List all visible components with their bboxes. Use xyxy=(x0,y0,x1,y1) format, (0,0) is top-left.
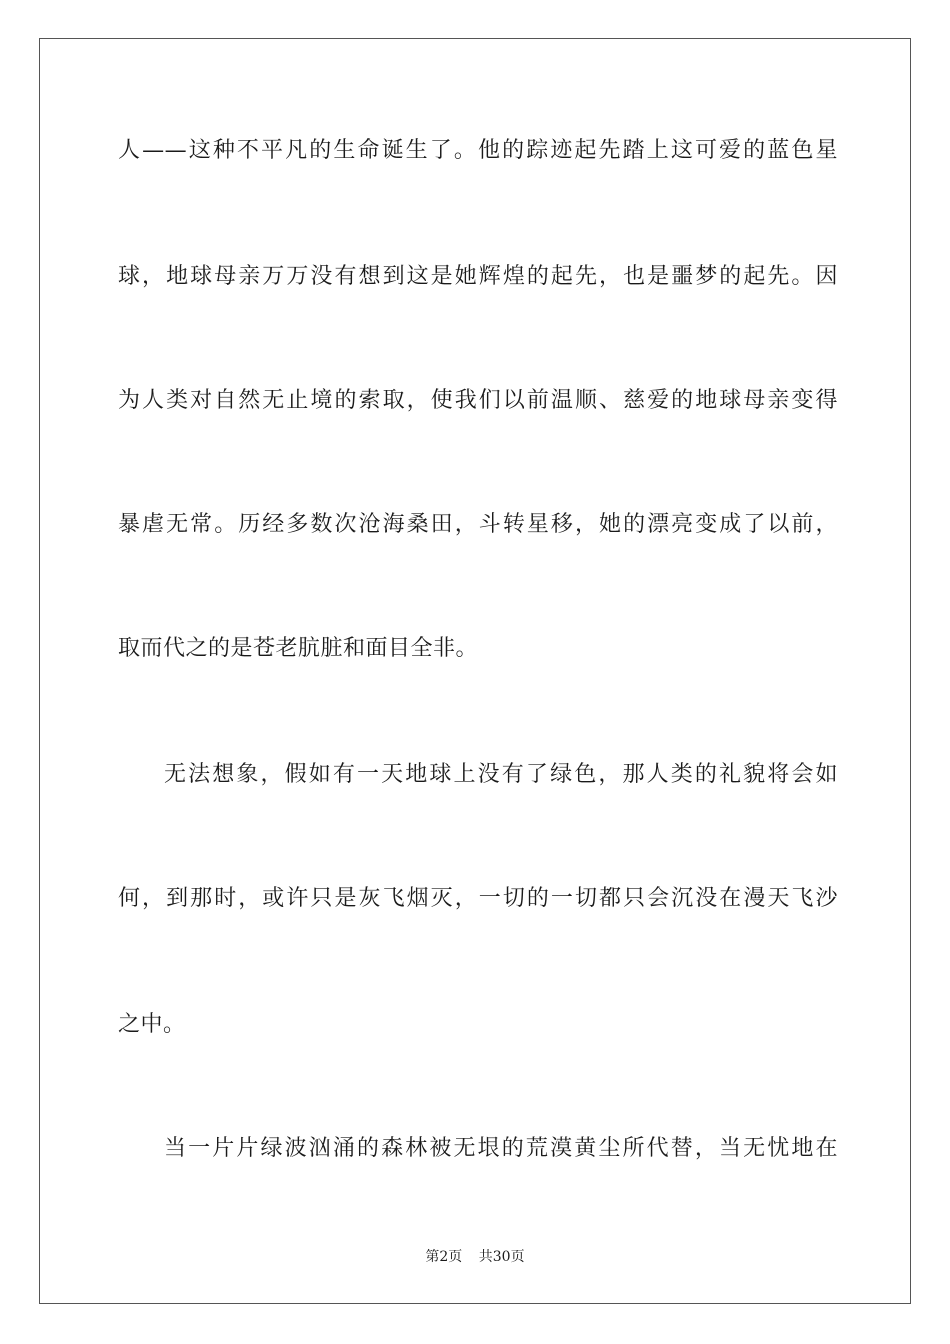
text-line-3: 为人类对自然无止境的索取，使我们以前温顺、慈爱的地球母亲变得 xyxy=(118,388,838,413)
text-line-9: 当一片片绿波汹涌的森林被无垠的荒漠黄尘所代替，当无忧地在 xyxy=(164,1136,838,1161)
text-line-7: 何，到那时，或许只是灰飞烟灭，一切的一切都只会沉没在漫天飞沙 xyxy=(118,886,838,911)
text-line-2: 球，地球母亲万万没有想到这是她辉煌的起先，也是噩梦的起先。因 xyxy=(118,264,838,289)
page-footer xyxy=(0,1246,950,1266)
page-total: 共30页 xyxy=(478,1249,525,1265)
text-line-4: 暴虐无常。历经多数次沧海桑田，斗转星移，她的漂亮变成了以前， xyxy=(118,512,838,537)
text-line-6: 无法想象，假如有一天地球上没有了绿色，那人类的礼貌将会如 xyxy=(164,762,838,787)
text-line-8: 之中。 xyxy=(118,1012,186,1037)
text-line-5: 取而代之的是苍老肮脏和面目全非。 xyxy=(118,636,479,661)
page-number: 第2页 xyxy=(425,1249,463,1265)
text-line-1: 人——这种不平凡的生命诞生了。他的踪迹起先踏上这可爱的蓝色星 xyxy=(118,138,838,163)
page-border xyxy=(39,38,911,1304)
